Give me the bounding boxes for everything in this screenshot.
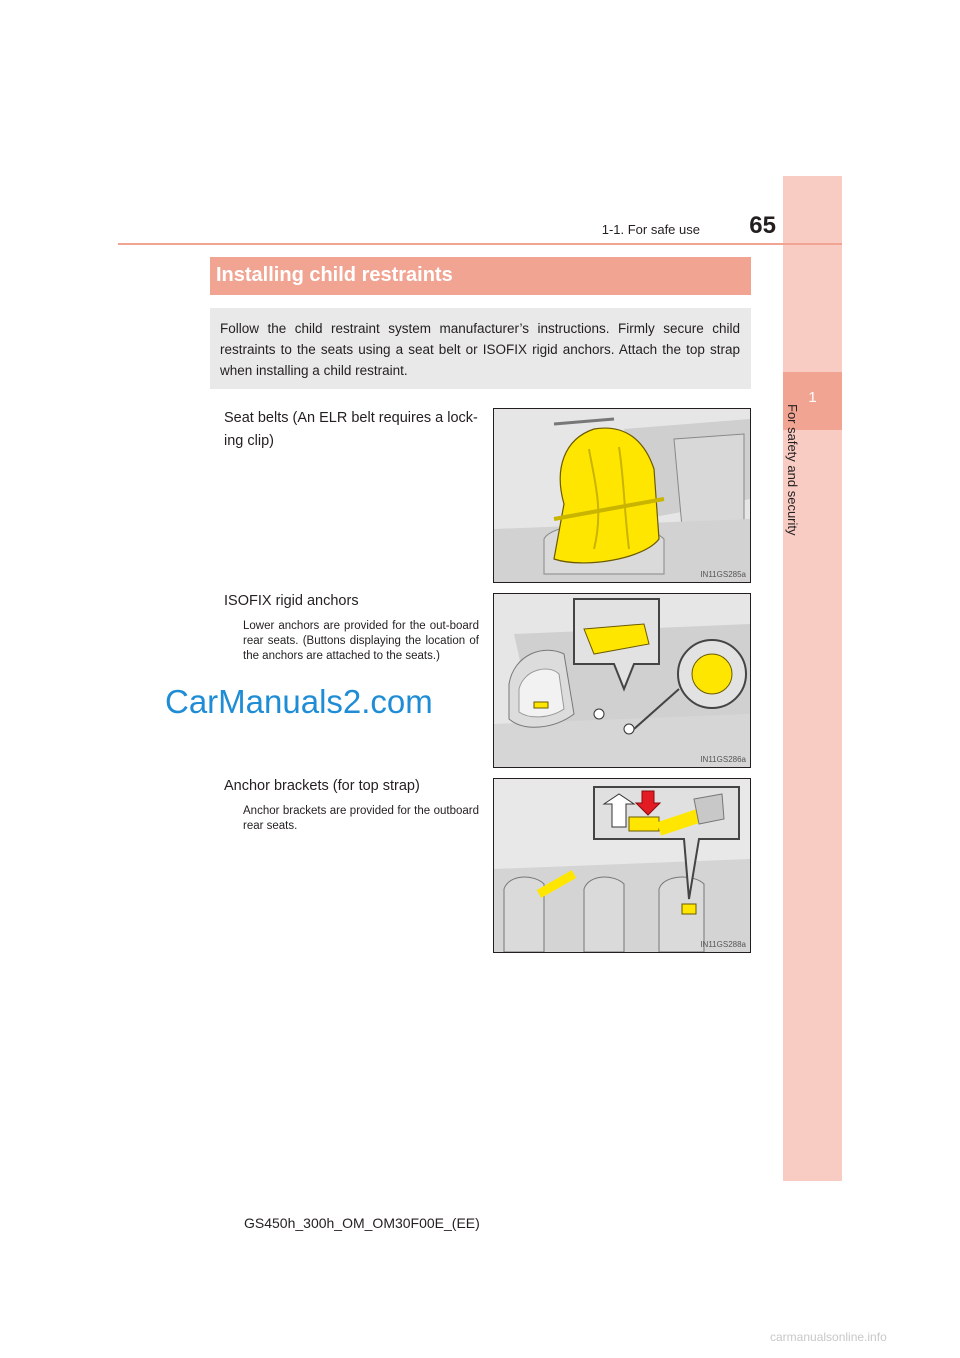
footer-manual-code: GS450h_300h_OM_OM30F00E_(EE) (244, 1215, 480, 1231)
chapter-side-tab (783, 176, 842, 1181)
figure-anchor-brackets (493, 778, 751, 953)
chapter-number: 1 (808, 389, 817, 406)
figure-isofix-anchors (493, 593, 751, 768)
header-rule (118, 243, 842, 245)
intro-text: Follow the child restraint system manufacturer’s instructions. Firmly secure child restraints to the seats using a seat belt or ISOFIX rigid anchors. Attach the top strap when installing a child restraint. (220, 321, 740, 378)
item-isofix-title: ISOFIX rigid anchors (224, 593, 359, 609)
figure-code: IN11GS288a (700, 940, 746, 949)
anchor-bracket-illustration (494, 779, 750, 952)
page-number: 65 (749, 212, 776, 239)
figure-seat-belt-child-seat (493, 408, 751, 583)
item-isofix-description: Lower anchors are provided for the out-board rear seats. (Buttons displaying the location of the anchors are attached to the seats.) (243, 620, 479, 662)
item-seat-belts-title: Seat belts (An ELR belt requires a lock-ing clip) (224, 410, 478, 449)
chapter-title-vertical: For safety and security (785, 404, 800, 536)
footer-site-watermark: carmanualsonline.info (770, 1330, 887, 1344)
item-anchor-brackets-title: Anchor brackets (for top strap) (224, 778, 420, 794)
isofix-anchor-illustration (494, 594, 750, 767)
figure-code: IN11GS286a (700, 755, 746, 764)
item-anchor-brackets-description: Anchor brackets are provided for the outboard rear seats. (243, 805, 479, 832)
figure-code: IN11GS285a (700, 570, 746, 579)
child-seat-belt-illustration (494, 409, 750, 582)
header-section-label: 1-1. For safe use (601, 222, 700, 237)
watermark-text: CarManuals2.com (165, 683, 433, 720)
section-title: Installing child restraints (216, 264, 453, 286)
